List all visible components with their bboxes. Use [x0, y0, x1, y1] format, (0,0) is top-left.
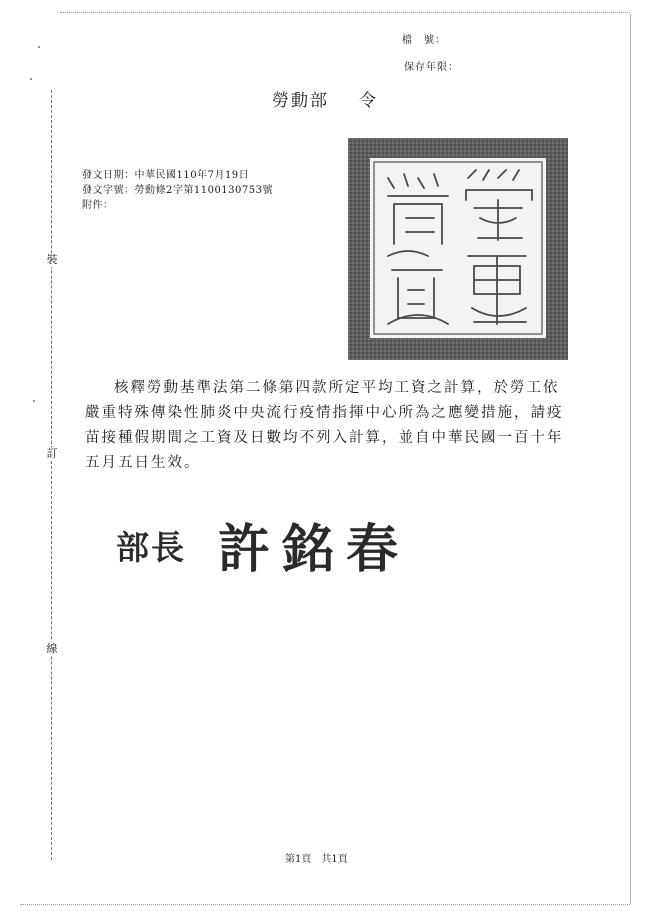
scan-edge-top — [60, 12, 630, 13]
scan-edge-bottom — [20, 904, 630, 905]
body-line: 苗接種假期間之工資及日數均不列入計算，並自中華民國一百十年 — [85, 430, 564, 446]
scan-speck — [38, 46, 40, 48]
page-number: 第1頁 共1頁 — [285, 854, 348, 865]
scan-edge-right — [630, 14, 631, 904]
binding-char: 訂 — [44, 447, 60, 461]
scan-speck — [30, 78, 32, 80]
binding-char: 裝 — [44, 253, 60, 267]
signature-title: 部長 — [116, 528, 186, 567]
binding-line — [51, 90, 52, 860]
document-type: 令 — [359, 91, 378, 111]
file-number-label: 檔 號： — [402, 35, 446, 46]
body-line: 核釋勞動基準法第二條第四款所定平均工資之計算，於勞工依 — [114, 380, 560, 396]
body-line: 五月五日生效。 — [85, 455, 201, 471]
doc-number: 發文字號：勞動條2字第1100130753號 — [82, 185, 273, 196]
issue-date: 發文日期：中華民國110年7月19日 — [82, 170, 250, 181]
body-line: 嚴重特殊傳染性肺炎中央流行疫情指揮中心所為之應變措施，請疫 — [85, 405, 564, 421]
attachment: 附件： — [82, 200, 114, 211]
signature-name: 許銘春 — [218, 519, 411, 580]
body-text — [85, 376, 575, 476]
scan-speck — [33, 400, 35, 402]
binding-char: 線 — [44, 642, 60, 656]
official-seal-icon — [348, 138, 568, 360]
document-title — [272, 86, 378, 111]
retention-label: 保存年限： — [404, 62, 459, 73]
org-name: 勞動部 — [272, 91, 329, 111]
